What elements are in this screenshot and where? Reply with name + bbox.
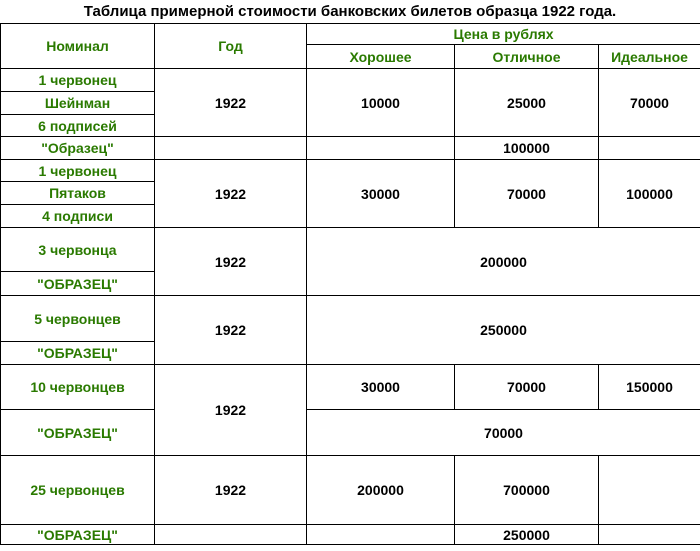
table-title: Таблица примерной стоимости банковских билетов образца 1922 года. (83, 3, 617, 20)
year-cell (155, 525, 307, 545)
price-excellent-cell: 100000 (455, 137, 599, 160)
price-ideal-cell: 150000 (599, 365, 700, 410)
price-ideal-cell (599, 525, 700, 545)
header-nominal: Номинал (1, 24, 155, 69)
year-cell: 1922 (155, 365, 307, 456)
year-cell: 1922 (155, 456, 307, 525)
year-cell: 1922 (155, 296, 307, 365)
price-excellent-cell: 700000 (455, 456, 599, 525)
price-ideal-cell (599, 137, 700, 160)
price-good-cell: 10000 (307, 69, 455, 137)
price-good-cell: 200000 (307, 456, 455, 525)
nominal-cell: 4 подписи (1, 205, 155, 228)
year-cell: 1922 (155, 160, 307, 228)
price-excellent-cell: 70000 (455, 160, 599, 228)
price-ideal-cell: 70000 (599, 69, 700, 137)
price-ideal-cell (599, 456, 700, 525)
nominal-cell: "ОБРАЗЕЦ" (1, 410, 155, 456)
price-table (0, 23, 700, 545)
price-good-cell: 30000 (307, 365, 455, 410)
year-cell: 1922 (155, 69, 307, 137)
nominal-cell: "ОБРАЗЕЦ" (1, 342, 155, 365)
nominal-cell: "ОБРАЗЕЦ" (1, 525, 155, 545)
nominal-cell: 5 червонцев (1, 296, 155, 342)
price-cell: 250000 (307, 296, 700, 365)
header-price: Цена в рублях (307, 24, 700, 45)
header-good: Хорошее (307, 45, 455, 69)
year-cell (155, 137, 307, 160)
year-cell: 1922 (155, 228, 307, 296)
price-good-cell: 30000 (307, 160, 455, 228)
nominal-cell: "Образец" (1, 137, 155, 160)
header-year: Год (155, 24, 307, 69)
price-excellent-cell: 70000 (455, 365, 599, 410)
nominal-cell: 10 червонцев (1, 365, 155, 410)
price-good-cell (307, 137, 455, 160)
nominal-cell: "ОБРАЗЕЦ" (1, 272, 155, 296)
nominal-cell: 3 червонца (1, 228, 155, 272)
nominal-cell: 1 червонец (1, 69, 155, 92)
price-excellent-cell: 250000 (455, 525, 599, 545)
price-cell: 70000 (307, 410, 700, 456)
price-ideal-cell: 100000 (599, 160, 700, 228)
nominal-cell: 1 червонец (1, 160, 155, 182)
nominal-cell: Пятаков (1, 182, 155, 205)
price-excellent-cell: 25000 (455, 69, 599, 137)
nominal-cell: 6 подписей (1, 115, 155, 137)
header-excellent: Отличное (455, 45, 599, 69)
price-cell: 200000 (307, 228, 700, 296)
price-good-cell (307, 525, 455, 545)
nominal-cell: Шейнман (1, 92, 155, 115)
header-ideal: Идеальное (599, 45, 700, 69)
nominal-cell: 25 червонцев (1, 456, 155, 525)
